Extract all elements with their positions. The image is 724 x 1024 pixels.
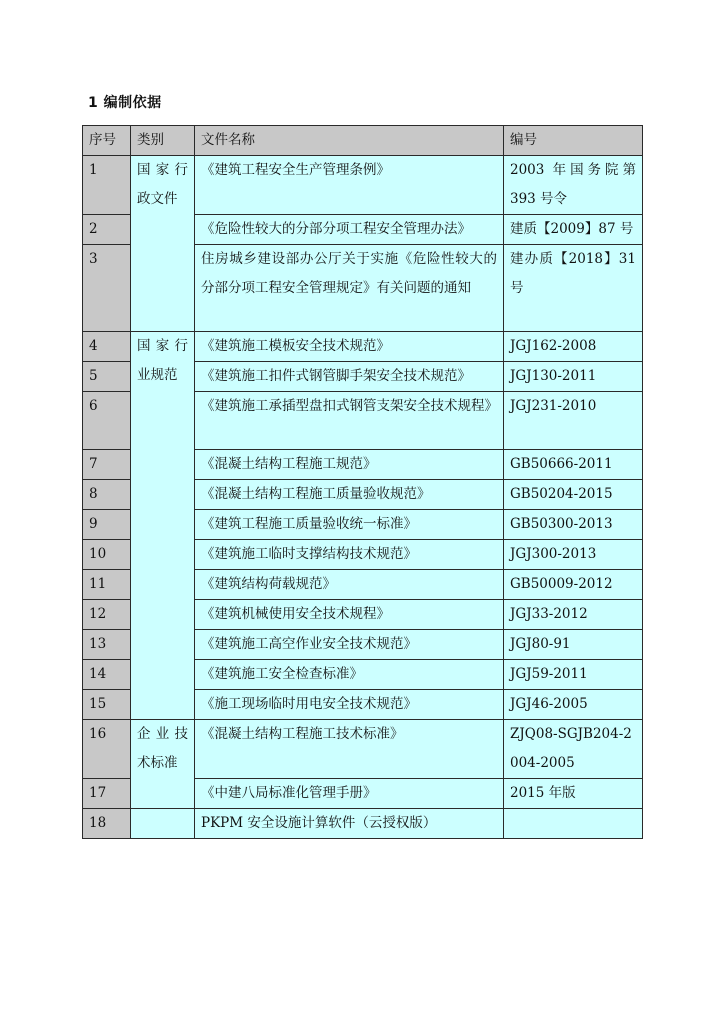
header-category: 类别: [131, 126, 195, 156]
row-seq: 14: [83, 660, 131, 690]
row-code: GB50204-2015: [504, 480, 643, 510]
table-row: [83, 809, 643, 839]
row-seq: 9: [83, 510, 131, 540]
row-name: 《建筑结构荷载规范》: [195, 570, 504, 600]
row-seq: 6: [83, 392, 131, 450]
table-row: [83, 156, 643, 215]
row-code: JGJ231-2010: [504, 392, 643, 450]
row-code: GB50300-2013: [504, 510, 643, 540]
row-name: 《混凝土结构工程施工质量验收规范》: [195, 480, 504, 510]
row-code: JGJ59-2011: [504, 660, 643, 690]
row-seq: 17: [83, 779, 131, 809]
row-code: JGJ130-2011: [504, 362, 643, 392]
row-seq: 8: [83, 480, 131, 510]
row-code: JGJ80-91: [504, 630, 643, 660]
row-seq: 15: [83, 690, 131, 720]
row-name: 《建筑施工高空作业安全技术规范》: [195, 630, 504, 660]
row-name: PKPM 安全设施计算软件（云授权版）: [195, 809, 504, 839]
row-name: 《混凝土结构工程施工技术标准》: [195, 720, 504, 779]
row-name: 《建筑施工承插型盘扣式钢管支架安全技术规程》: [195, 392, 504, 450]
row-seq: 11: [83, 570, 131, 600]
row-name: 《施工现场临时用电安全技术规范》: [195, 690, 504, 720]
row-code: 2003 年国务院第 393 号令: [504, 156, 643, 215]
row-seq: 10: [83, 540, 131, 570]
basis-table: [82, 125, 643, 839]
row-name: 《建筑施工临时支撑结构技术规范》: [195, 540, 504, 570]
row-code: 建质【2009】87 号: [504, 215, 643, 245]
row-seq: 3: [83, 245, 131, 332]
row-name: 《建筑施工安全检查标准》: [195, 660, 504, 690]
row-seq: 4: [83, 332, 131, 362]
table-row: [83, 720, 643, 779]
row-code: JGJ162-2008: [504, 332, 643, 362]
row-name: 《中建八局标准化管理手册》: [195, 779, 504, 809]
row-code: 2015 年版: [504, 779, 643, 809]
row-name: 住房城乡建设部办公厅关于实施《危险性较大的分部分项工程安全管理规定》有关问题的通知: [195, 245, 504, 332]
row-code: ZJQ08-SGJB204-2004-2005: [504, 720, 643, 779]
row-name: 《混凝土结构工程施工规范》: [195, 450, 504, 480]
category-cell: 企业技术标准: [131, 720, 195, 809]
row-seq: 7: [83, 450, 131, 480]
row-code: GB50666-2011: [504, 450, 643, 480]
table-row: [83, 332, 643, 362]
category-cell-empty: [131, 809, 195, 839]
row-name: 《建筑工程安全生产管理条例》: [195, 156, 504, 215]
row-code: 建办质【2018】31 号: [504, 245, 643, 332]
category-cell: 国家行业规范: [131, 332, 195, 720]
category-cell: 国家行政文件: [131, 156, 195, 332]
header-seq: 序号: [83, 126, 131, 156]
section-heading: 1 编制依据: [88, 95, 162, 111]
row-code: JGJ33-2012: [504, 600, 643, 630]
row-seq: 16: [83, 720, 131, 779]
row-seq: 1: [83, 156, 131, 215]
row-seq: 5: [83, 362, 131, 392]
row-seq: 18: [83, 809, 131, 839]
row-name: 《建筑施工扣件式钢管脚手架安全技术规范》: [195, 362, 504, 392]
row-name: 《危险性较大的分部分项工程安全管理办法》: [195, 215, 504, 245]
row-code: JGJ46-2005: [504, 690, 643, 720]
row-name: 《建筑机械使用安全技术规程》: [195, 600, 504, 630]
row-name: 《建筑施工模板安全技术规范》: [195, 332, 504, 362]
row-code: [504, 809, 643, 839]
row-code: JGJ300-2013: [504, 540, 643, 570]
row-seq: 12: [83, 600, 131, 630]
row-code: GB50009-2012: [504, 570, 643, 600]
row-name: 《建筑工程施工质量验收统一标准》: [195, 510, 504, 540]
row-seq: 2: [83, 215, 131, 245]
table-header-row: [83, 126, 643, 156]
header-code: 编号: [504, 126, 643, 156]
header-file-name: 文件名称: [195, 126, 504, 156]
row-seq: 13: [83, 630, 131, 660]
